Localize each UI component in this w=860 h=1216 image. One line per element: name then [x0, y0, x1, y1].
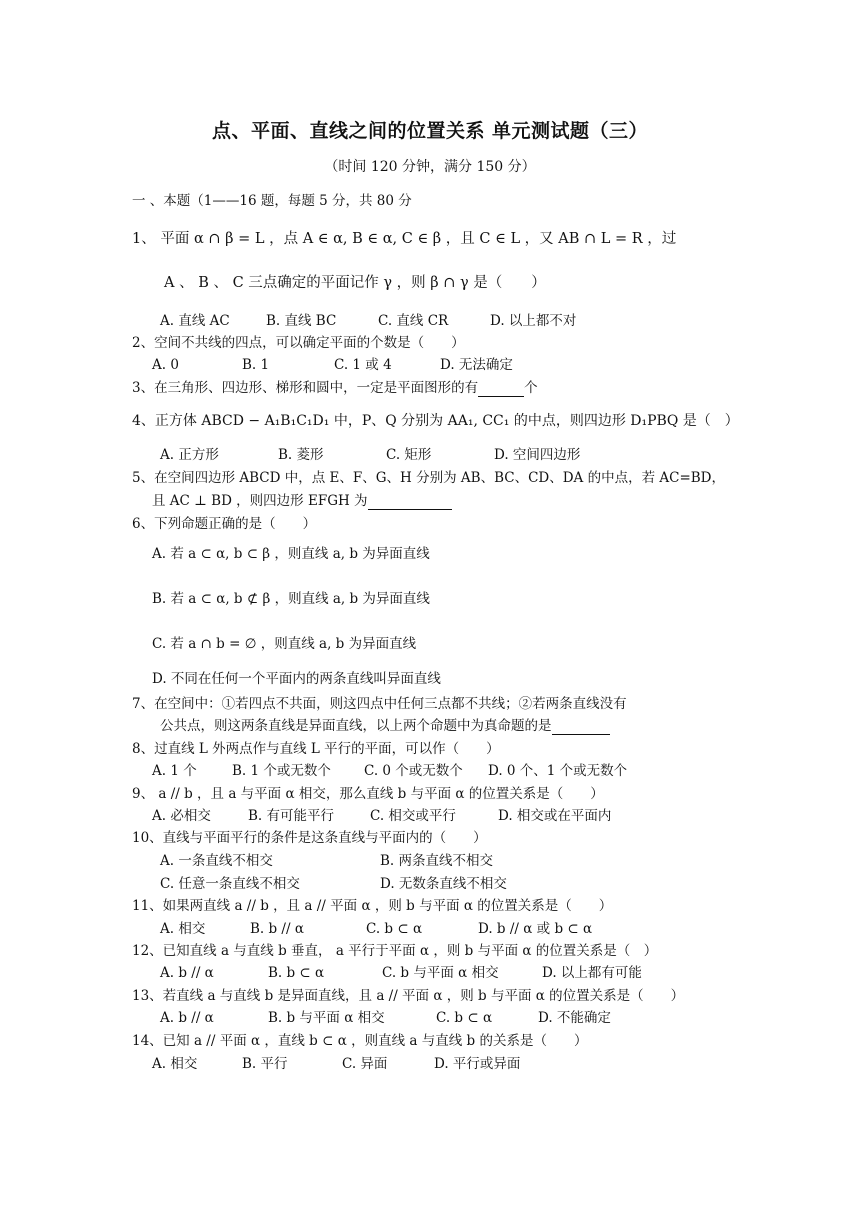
q13-option-b[interactable]: B. b 与平面 α 相交	[268, 1010, 385, 1026]
q11-stem: 11、如果两直线 a // b ，且 a // 平面 α ，则 b 与平面 α 的位置关系是（ ）	[132, 898, 613, 914]
q11-option-c[interactable]: C. b ⊂ α	[366, 921, 423, 937]
q10-option-b[interactable]: B. 两条直线不相交	[380, 853, 494, 869]
q14-stem: 14、已知 a // 平面 α ，直线 b ⊂ α ，则直线 a 与直线 b 的关系是（ ）	[132, 1033, 588, 1049]
q1-option-a[interactable]: A. 直线 AC	[160, 313, 230, 329]
q10-stem: 10、直线与平面平行的条件是这条直线与平面内的（ ）	[132, 830, 487, 846]
q5-text: 且 AC ⊥ BD ，则四边形 EFGH 为	[152, 493, 368, 509]
q1-option-b[interactable]: B. 直线 BC	[266, 313, 337, 329]
q7-answer-blank[interactable]	[552, 720, 610, 735]
page-subtitle: （时间 120 分钟，满分 150 分）	[324, 159, 536, 175]
q2-option-b[interactable]: B. 1	[242, 357, 270, 373]
q13-option-a[interactable]: A. b // α	[160, 1010, 214, 1026]
q5-stem-line1: 5、在空间四边形 ABCD 中，点 E、F、G、H 分别为 AB、BC、CD、DA 的中点，若 AC=BD，	[132, 470, 726, 486]
q5-answer-blank[interactable]	[368, 495, 452, 510]
q1-stem-line1: 1、 平面 α ∩ β = L ，点 A ∈ α, B ∈ α, C ∈ β ，且 C ∈ L ，又 AB ∩ L = R ，过	[132, 231, 677, 247]
q9-option-a[interactable]: A. 必相交	[152, 808, 211, 824]
q4-stem: 4、正方体 ABCD − A₁B₁C₁D₁ 中，P、Q 分别为 AA₁, CC₁ 的中点，则四边形 D₁PBQ 是（ ）	[132, 413, 739, 429]
q1-stem-line2: A 、 B 、 C 三点确定的平面记作 γ ，则 β ∩ γ 是（ ）	[164, 275, 546, 291]
q12-stem: 12、已知直线 a 与直线 b 垂直， a 平行于平面 α ，则 b 与平面 α 的位置关系是（ ）	[132, 943, 658, 959]
q11-option-d[interactable]: D. b // α 或 b ⊂ α	[478, 921, 593, 937]
q12-option-c[interactable]: C. b 与平面 α 相交	[382, 965, 499, 981]
q14-option-a[interactable]: A. 相交	[152, 1056, 198, 1072]
q10-option-a[interactable]: A. 一条直线不相交	[160, 853, 273, 869]
q7-text: 公共点，则这两条直线是异面直线，以上两个命题中为真命题的是	[160, 718, 552, 734]
q6-option-a[interactable]: A. 若 a ⊂ α, b ⊂ β ，则直线 a, b 为异面直线	[152, 546, 430, 562]
page-title: 点、平面、直线之间的位置关系 单元测试题（三）	[211, 120, 649, 142]
q12-option-a[interactable]: A. b // α	[160, 965, 214, 981]
q3-answer-blank[interactable]	[478, 382, 524, 397]
q2-option-d[interactable]: D. 无法确定	[440, 357, 513, 373]
q5-stem-line2	[152, 492, 452, 510]
q13-option-c[interactable]: C. b ⊂ α	[436, 1010, 493, 1026]
q3-tail: 个	[524, 380, 538, 396]
q4-option-d[interactable]: D. 空间四边形	[494, 447, 581, 463]
q8-option-d[interactable]: D. 0 个、1 个或无数个	[488, 763, 628, 779]
q7-stem-line2	[160, 717, 610, 735]
q13-option-d[interactable]: D. 不能确定	[538, 1010, 611, 1026]
q13-stem: 13、若直线 a 与直线 b 是异面直线，且 a // 平面 α ，则 b 与平面 α 的位置关系是（ ）	[132, 988, 685, 1004]
q12-option-b[interactable]: B. b ⊂ α	[268, 965, 325, 981]
q9-stem: 9、 a // b ，且 a 与平面 α 相交，那么直线 b 与平面 α 的位置关系是（ ）	[132, 786, 604, 802]
q3-text: 3、在三角形、四边形、梯形和圆中，一定是平面图形的有	[132, 380, 479, 396]
q9-option-d[interactable]: D. 相交或在平面内	[498, 808, 612, 824]
q4-option-a[interactable]: A. 正方形	[160, 447, 219, 463]
q8-option-c[interactable]: C. 0 个或无数个	[364, 763, 463, 779]
q6-option-b[interactable]: B. 若 a ⊂ α, b ⊄ β ，则直线 a, b 为异面直线	[152, 591, 430, 607]
q11-option-a[interactable]: A. 相交	[160, 921, 206, 937]
q14-option-c[interactable]: C. 异面	[342, 1056, 388, 1072]
q7-stem-line1: 7、在空间中：①若四点不共面，则这四点中任何三点都不共线；②若两条直线没有	[132, 696, 627, 712]
q6-stem: 6、下列命题正确的是（ ）	[132, 516, 317, 532]
q11-option-b[interactable]: B. b // α	[250, 921, 304, 937]
q1-option-c[interactable]: C. 直线 CR	[378, 313, 449, 329]
q3-stem	[132, 379, 538, 397]
q8-option-a[interactable]: A. 1 个	[152, 763, 197, 779]
q8-stem: 8、过直线 L 外两点作与直线 L 平行的平面，可以作（ ）	[132, 741, 500, 757]
section-heading: 一 、本题（1——16 题，每题 5 分，共 80 分	[132, 193, 412, 209]
q4-option-b[interactable]: B. 菱形	[278, 447, 324, 463]
q14-option-d[interactable]: D. 平行或异面	[434, 1056, 521, 1072]
q9-option-c[interactable]: C. 相交或平行	[370, 808, 456, 824]
q1-option-d[interactable]: D. 以上都不对	[490, 313, 577, 329]
q10-option-d[interactable]: D. 无数条直线不相交	[380, 876, 507, 892]
q2-option-a[interactable]: A. 0	[152, 357, 179, 373]
q10-option-c[interactable]: C. 任意一条直线不相交	[160, 876, 300, 892]
q8-option-b[interactable]: B. 1 个或无数个	[232, 763, 331, 779]
q6-option-d[interactable]: D. 不同在任何一个平面内的两条直线叫异面直线	[152, 671, 441, 687]
q2-stem: 2、空间不共线的四点，可以确定平面的个数是（ ）	[132, 335, 465, 351]
q12-option-d[interactable]: D. 以上都有可能	[542, 965, 642, 981]
q4-option-c[interactable]: C. 矩形	[386, 447, 432, 463]
q9-option-b[interactable]: B. 有可能平行	[248, 808, 335, 824]
q2-option-c[interactable]: C. 1 或 4	[334, 357, 392, 373]
q14-option-b[interactable]: B. 平行	[242, 1056, 288, 1072]
q6-option-c[interactable]: C. 若 a ∩ b = ∅ ，则直线 a, b 为异面直线	[152, 636, 417, 652]
